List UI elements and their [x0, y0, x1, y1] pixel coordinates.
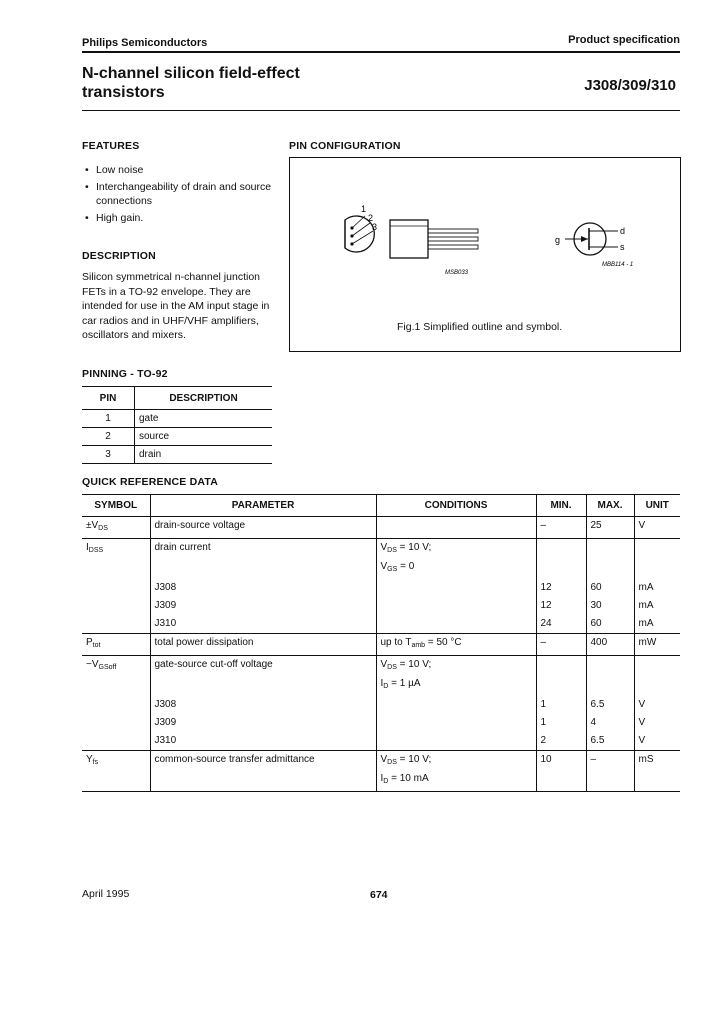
- symbol-subscript: DS: [98, 525, 108, 532]
- drain-label: d: [620, 226, 626, 236]
- pin-description: source: [135, 428, 273, 446]
- quick-reference-table: [82, 494, 680, 792]
- table-row: [82, 696, 680, 714]
- unit: mA: [638, 600, 654, 611]
- pin-label: 3: [372, 222, 378, 232]
- code-left: MSB033: [445, 270, 469, 276]
- max-value: 60: [586, 579, 634, 597]
- table-row: [82, 732, 680, 751]
- document-type: Product specification: [568, 34, 680, 46]
- conditions: $V_{DS} = 10$ V; $I_D = 1$ µA: [376, 656, 536, 697]
- header-rule: [82, 51, 680, 53]
- table-row: [82, 634, 680, 656]
- pin-config-figure: [289, 157, 681, 352]
- gate-label: g: [555, 235, 561, 245]
- footer-date: April 1995: [82, 888, 130, 900]
- unit: mW: [634, 634, 680, 656]
- pin-description: drain: [135, 446, 273, 464]
- company-name: Philips Semiconductors: [82, 37, 208, 49]
- pin-label: 1: [361, 204, 367, 214]
- unit: V: [638, 717, 646, 728]
- table-row: [82, 579, 680, 597]
- page-number: 674: [370, 889, 388, 901]
- symbol: Y: [86, 754, 93, 765]
- table-row: [82, 428, 272, 446]
- unit: V: [638, 699, 646, 710]
- min-value: 10: [536, 751, 586, 792]
- feature-item: • Interchangeability of drain and source connections: [82, 180, 272, 209]
- pinning-table: [82, 386, 272, 464]
- conditions: up to $T_{amb} = 50$ °C: [376, 634, 536, 656]
- part-numbers: J308/309/310: [584, 77, 676, 94]
- max-value: 25: [586, 517, 634, 539]
- code-right: MBB114 - 1: [602, 262, 634, 268]
- min-value: 24: [536, 615, 586, 634]
- max-value: 400: [586, 634, 634, 656]
- table-row: [82, 597, 680, 615]
- symbol: ±V: [86, 520, 99, 531]
- description-heading: DESCRIPTION: [82, 250, 156, 262]
- features-heading: FEATURES: [82, 140, 140, 152]
- symbol-subscript: GSoff: [98, 664, 117, 671]
- figure-caption: Fig.1 Simplified outline and symbol.: [397, 321, 563, 333]
- pin-number: 3: [82, 446, 135, 464]
- unit: mA: [638, 582, 654, 593]
- title-line-2: transistors: [82, 84, 165, 101]
- variant: J310: [150, 615, 376, 634]
- symbol: P: [86, 637, 93, 648]
- max-value: 6.5: [586, 732, 634, 751]
- variant: J310: [150, 732, 376, 751]
- variant: J309: [150, 597, 376, 615]
- feature-item: • Low noise: [82, 163, 272, 178]
- min-value: 1: [536, 696, 586, 714]
- pin-number: 1: [82, 410, 135, 428]
- pin-description: gate: [135, 410, 273, 428]
- col-description: DESCRIPTION: [135, 387, 273, 410]
- max-value: 30: [586, 597, 634, 615]
- symbol: I: [86, 542, 89, 553]
- feature-item: • High gain.: [82, 211, 272, 226]
- min-value: 12: [536, 579, 586, 597]
- variant: J308: [150, 696, 376, 714]
- col-min: MIN.: [536, 495, 586, 517]
- parameter: common-source transfer admittance: [150, 751, 376, 792]
- variant: J308: [150, 579, 376, 597]
- min-value: 12: [536, 597, 586, 615]
- unit: V: [634, 517, 680, 539]
- conditions: $V_{DS} = 10$ V; $V_{GS} = 0$: [376, 539, 536, 580]
- conditions: $V_{DS} = 10$ V; $I_D = 10$ mA: [376, 751, 536, 792]
- col-conditions: CONDITIONS: [376, 495, 536, 517]
- table-row: [82, 517, 680, 539]
- table-row: [82, 615, 680, 634]
- qrd-heading: QUICK REFERENCE DATA: [82, 476, 219, 488]
- min-value: 2: [536, 732, 586, 751]
- min-value: –: [536, 517, 586, 539]
- parameter: drain-source voltage: [150, 517, 376, 539]
- features-list: [82, 163, 272, 227]
- pin-number: 2: [82, 428, 135, 446]
- col-unit: UNIT: [634, 495, 680, 517]
- table-row: [82, 539, 680, 580]
- page-title: [82, 64, 300, 102]
- variant: J309: [150, 714, 376, 732]
- table-row: [82, 410, 272, 428]
- title-rule: [82, 110, 680, 111]
- col-parameter: PARAMETER: [150, 495, 376, 517]
- parameter: gate-source cut-off voltage: [150, 656, 376, 697]
- table-row: [82, 714, 680, 732]
- parameter: drain current: [150, 539, 376, 580]
- max-value: 60: [586, 615, 634, 634]
- title-line-1: N-channel silicon field-effect: [82, 65, 300, 82]
- symbol-subscript: DSS: [88, 547, 104, 554]
- symbol: −V: [86, 659, 99, 670]
- col-max: MAX.: [586, 495, 634, 517]
- parameter: total power dissipation: [150, 634, 376, 656]
- min-value: –: [536, 634, 586, 656]
- description-text: Silicon symmetrical n-channel junction FETs in a TO-92 envelope. They are intended for use in the AM input stage in car radios and in UHF/VHF amplifiers, oscillators and mixers.: [82, 271, 270, 341]
- symbol-subscript: tot: [92, 642, 101, 649]
- unit: V: [638, 735, 646, 746]
- col-pin: PIN: [82, 387, 135, 410]
- symbol-subscript: fs: [92, 759, 99, 766]
- pinning-heading: PINNING - TO-92: [82, 368, 168, 380]
- max-value: 4: [586, 714, 634, 732]
- max-value: –: [586, 751, 634, 792]
- min-value: 1: [536, 714, 586, 732]
- table-row: [82, 751, 680, 792]
- max-value: 6.5: [586, 696, 634, 714]
- pin-label: 2: [368, 213, 374, 223]
- table-row: [82, 656, 680, 697]
- unit: mA: [638, 618, 654, 629]
- pin-config-heading: PIN CONFIGURATION: [289, 140, 401, 152]
- unit: mS: [634, 751, 680, 792]
- source-label: s: [620, 242, 625, 252]
- table-row: [82, 446, 272, 464]
- col-symbol: SYMBOL: [82, 495, 150, 517]
